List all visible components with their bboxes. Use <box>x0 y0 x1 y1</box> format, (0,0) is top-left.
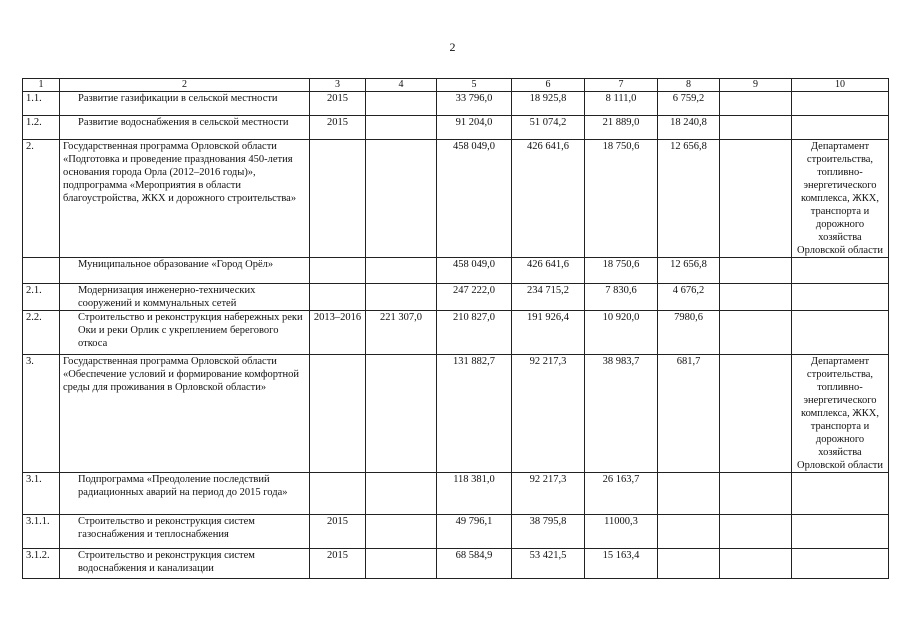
row-regional: 8 111,0 <box>585 92 658 116</box>
row-other <box>720 473 792 515</box>
row-responsible <box>792 116 889 140</box>
row-regional: 10 920,0 <box>585 311 658 355</box>
row-responsible <box>792 258 889 284</box>
row-regional: 18 750,6 <box>585 258 658 284</box>
program-table <box>22 78 889 579</box>
row-cost-estimate <box>366 549 437 579</box>
row-municipal <box>658 473 720 515</box>
column-header: 3 <box>310 79 366 92</box>
column-header: 5 <box>437 79 512 92</box>
row-cost-estimate <box>366 258 437 284</box>
row-federal: 426 641,6 <box>512 258 585 284</box>
row-responsible <box>792 311 889 355</box>
row-period: 2013–2016 <box>310 311 366 355</box>
row-responsible: Департамент строительства, топливно-энергетического комплекса, ЖКХ, транспорта и дорожного хозяйства Орловской области <box>792 140 889 258</box>
row-cost-estimate <box>366 116 437 140</box>
row-total: 118 381,0 <box>437 473 512 515</box>
table-row <box>23 311 889 355</box>
row-other <box>720 116 792 140</box>
row-municipal: 12 656,8 <box>658 140 720 258</box>
row-cost-estimate <box>366 284 437 311</box>
table-row <box>23 116 889 140</box>
row-responsible <box>792 549 889 579</box>
row-total: 91 204,0 <box>437 116 512 140</box>
table-row <box>23 92 889 116</box>
row-total: 458 049,0 <box>437 140 512 258</box>
row-number: 2.2. <box>23 311 60 355</box>
row-total: 210 827,0 <box>437 311 512 355</box>
row-period: 2015 <box>310 549 366 579</box>
row-period: 2015 <box>310 515 366 549</box>
row-period <box>310 258 366 284</box>
row-total: 68 584,9 <box>437 549 512 579</box>
header-row <box>23 79 889 92</box>
row-period: 2015 <box>310 116 366 140</box>
row-responsible: Департамент строительства, топливно-энергетического комплекса, ЖКХ, транспорта и дорожного хозяйства Орловской области <box>792 355 889 473</box>
table-row <box>23 515 889 549</box>
row-name: Развитие водоснабжения в сельской местности <box>60 116 310 140</box>
row-period: 2015 <box>310 92 366 116</box>
row-federal: 53 421,5 <box>512 549 585 579</box>
row-name: Строительство и реконструкция систем водоснабжения и канализации <box>60 549 310 579</box>
row-responsible <box>792 473 889 515</box>
row-number: 3.1. <box>23 473 60 515</box>
row-regional: 21 889,0 <box>585 116 658 140</box>
row-cost-estimate <box>366 92 437 116</box>
row-regional: 7 830,6 <box>585 284 658 311</box>
row-total: 131 882,7 <box>437 355 512 473</box>
row-cost-estimate <box>366 355 437 473</box>
row-other <box>720 258 792 284</box>
row-period <box>310 284 366 311</box>
row-name: Развитие газификации в сельской местности <box>60 92 310 116</box>
row-regional: 15 163,4 <box>585 549 658 579</box>
column-header: 4 <box>366 79 437 92</box>
row-other <box>720 515 792 549</box>
row-municipal <box>658 515 720 549</box>
row-number: 3.1.1. <box>23 515 60 549</box>
row-federal: 426 641,6 <box>512 140 585 258</box>
row-responsible <box>792 284 889 311</box>
row-number <box>23 258 60 284</box>
row-name: Подпрограмма «Преодоление последствий радиационных аварий на период до 2015 года» <box>60 473 310 515</box>
row-name: Муниципальное образование «Город Орёл» <box>60 258 310 284</box>
row-number: 2.1. <box>23 284 60 311</box>
row-cost-estimate <box>366 473 437 515</box>
row-number: 3. <box>23 355 60 473</box>
row-municipal: 18 240,8 <box>658 116 720 140</box>
row-regional: 11000,3 <box>585 515 658 549</box>
row-other <box>720 355 792 473</box>
row-cost-estimate: 221 307,0 <box>366 311 437 355</box>
row-name: Государственная программа Орловской области «Подготовка и проведение празднования 450-летия основания города Орла (2012–2016 годы)», подпрограмма «Мероприятия в области благоустройства, ЖКХ и дорожного строительства» <box>60 140 310 258</box>
column-header: 6 <box>512 79 585 92</box>
row-name: Государственная программа Орловской области «Обеспечение условий и формирование комфортной среды для проживания в Орловской области» <box>60 355 310 473</box>
row-number: 1.1. <box>23 92 60 116</box>
row-other <box>720 284 792 311</box>
row-total: 247 222,0 <box>437 284 512 311</box>
table-row <box>23 355 889 473</box>
row-other <box>720 92 792 116</box>
row-number: 1.2. <box>23 116 60 140</box>
row-total: 49 796,1 <box>437 515 512 549</box>
row-name: Строительство и реконструкция систем газоснабжения и теплоснабжения <box>60 515 310 549</box>
table-row <box>23 549 889 579</box>
table-row <box>23 284 889 311</box>
row-regional: 38 983,7 <box>585 355 658 473</box>
row-cost-estimate <box>366 515 437 549</box>
row-total: 33 796,0 <box>437 92 512 116</box>
table-row <box>23 258 889 284</box>
row-federal: 234 715,2 <box>512 284 585 311</box>
page-number: 2 <box>449 40 456 54</box>
row-responsible <box>792 515 889 549</box>
column-header: 7 <box>585 79 658 92</box>
column-header: 8 <box>658 79 720 92</box>
row-number: 3.1.2. <box>23 549 60 579</box>
row-number: 2. <box>23 140 60 258</box>
row-municipal: 4 676,2 <box>658 284 720 311</box>
row-period <box>310 473 366 515</box>
row-federal: 18 925,8 <box>512 92 585 116</box>
column-header: 9 <box>720 79 792 92</box>
row-federal: 51 074,2 <box>512 116 585 140</box>
row-federal: 191 926,4 <box>512 311 585 355</box>
row-municipal: 7980,6 <box>658 311 720 355</box>
row-other <box>720 549 792 579</box>
row-name: Модернизация инженерно-технических сооружений и коммунальных сетей <box>60 284 310 311</box>
row-name: Строительство и реконструкция набережных реки Оки и реки Орлик с укреплением берегового откоса <box>60 311 310 355</box>
row-regional: 26 163,7 <box>585 473 658 515</box>
row-other <box>720 311 792 355</box>
row-municipal: 6 759,2 <box>658 92 720 116</box>
column-header: 1 <box>23 79 60 92</box>
row-federal: 92 217,3 <box>512 473 585 515</box>
row-total: 458 049,0 <box>437 258 512 284</box>
row-federal: 92 217,3 <box>512 355 585 473</box>
row-municipal: 12 656,8 <box>658 258 720 284</box>
row-regional: 18 750,6 <box>585 140 658 258</box>
row-period <box>310 140 366 258</box>
row-municipal <box>658 549 720 579</box>
table-row <box>23 473 889 515</box>
row-cost-estimate <box>366 140 437 258</box>
column-header: 2 <box>60 79 310 92</box>
row-federal: 38 795,8 <box>512 515 585 549</box>
column-header: 10 <box>792 79 889 92</box>
row-other <box>720 140 792 258</box>
row-municipal: 681,7 <box>658 355 720 473</box>
table-row <box>23 140 889 258</box>
row-responsible <box>792 92 889 116</box>
row-period <box>310 355 366 473</box>
